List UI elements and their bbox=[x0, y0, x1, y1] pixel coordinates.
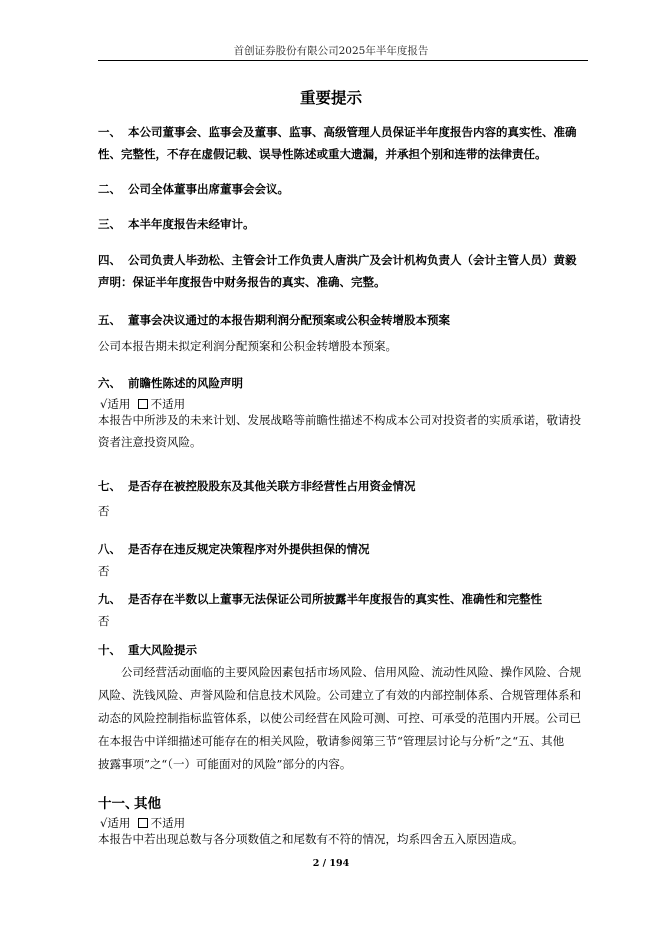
section-10-body-line-5: 披露事项”之“（一）可能面对的风险”部分的内容。 bbox=[98, 757, 352, 771]
section-1-line-1: 一、 本公司董事会、监事会及董事、监事、高级管理人员保证半年度报告内容的真实性、准确 bbox=[98, 125, 577, 139]
header-rule bbox=[98, 60, 588, 61]
check-applicable: √适用 bbox=[100, 397, 131, 411]
section-4-line-1: 四、 公司负责人毕劲松、主管会计工作负责人唐洪广及会计机构负责人（会计主管人员）黄毅 bbox=[98, 253, 577, 267]
section-4-line-2: 声明：保证半年度报告中财务报告的真实、准确、完整。 bbox=[98, 275, 386, 289]
section-11-heading: 十一、其他 bbox=[98, 796, 161, 812]
section-6-heading: 六、 前瞻性陈述的风险声明 bbox=[98, 376, 243, 390]
section-10-body-line-2: 风险、洗钱风险、声誉风险和信息技术风险。公司建立了有效的内部控制体系、合规管理体系和 bbox=[98, 688, 581, 702]
section-5-heading: 五、 董事会决议通过的本报告期利润分配预案或公积金转增股本预案 bbox=[98, 313, 450, 327]
section-1-line-2: 性、完整性，不存在虚假记载、误导性陈述或重大遗漏，并承担个别和连带的法律责任。 bbox=[98, 147, 547, 161]
section-5-body: 公司本报告期未拟定利润分配预案和公积金转增股本预案。 bbox=[98, 339, 397, 353]
section-9-heading: 九、 是否存在半数以上董事无法保证公司所披露半年度报告的真实性、准确性和完整性 bbox=[98, 592, 542, 606]
section-8-heading: 八、 是否存在违反规定决策程序对外提供担保的情况 bbox=[98, 542, 370, 556]
page-header: 首创证券股份有限公司2025年半年度报告 bbox=[233, 45, 429, 57]
section-10-heading: 十、 重大风险提示 bbox=[98, 643, 197, 657]
section-11-applicability: √适用 不适用 bbox=[100, 816, 186, 830]
section-6-body-line-1: 本报告中所涉及的未来计划、发展战略等前瞻性描述不构成本公司对投资者的实质承诺，敬请投 bbox=[98, 413, 581, 427]
checkbox-icon bbox=[138, 399, 148, 409]
section-10-body-line-4: 在本报告中详细描述可能存在的相关风险，敬请参阅第三节“管理层讨论与分析”之“五、其他 bbox=[98, 734, 565, 748]
section-11-body: 本报告中若出现总数与各分项数值之和尾数有不符的情况，均系四舍五入原因造成。 bbox=[98, 832, 524, 846]
section-9-answer: 否 bbox=[98, 614, 110, 628]
page-title: 重要提示 bbox=[299, 88, 362, 107]
section-6-body-line-2: 资者注意投资风险。 bbox=[98, 435, 202, 449]
section-10-body-line-1: 公司经营活动面临的主要风险因素包括市场风险、信用风险、流动性风险、操作风险、合规 bbox=[121, 665, 581, 679]
page-number: 2 / 194 bbox=[312, 858, 350, 869]
section-7-answer: 否 bbox=[98, 504, 110, 518]
checkbox-icon bbox=[138, 818, 148, 828]
section-2: 二、 公司全体董事出席董事会会议。 bbox=[98, 182, 289, 196]
section-3: 三、 本半年度报告未经审计。 bbox=[98, 217, 255, 231]
section-10-body-line-3: 动态的风险控制指标监管体系，以使公司经营在风险可测、可控、可承受的范围内开展。公司已 bbox=[98, 711, 581, 725]
section-7-heading: 七、 是否存在被控股股东及其他关联方非经营性占用资金情况 bbox=[98, 479, 416, 493]
section-6-applicability: √适用 不适用 bbox=[100, 397, 186, 411]
check-applicable: √适用 bbox=[100, 816, 131, 830]
section-8-answer: 否 bbox=[98, 564, 110, 578]
